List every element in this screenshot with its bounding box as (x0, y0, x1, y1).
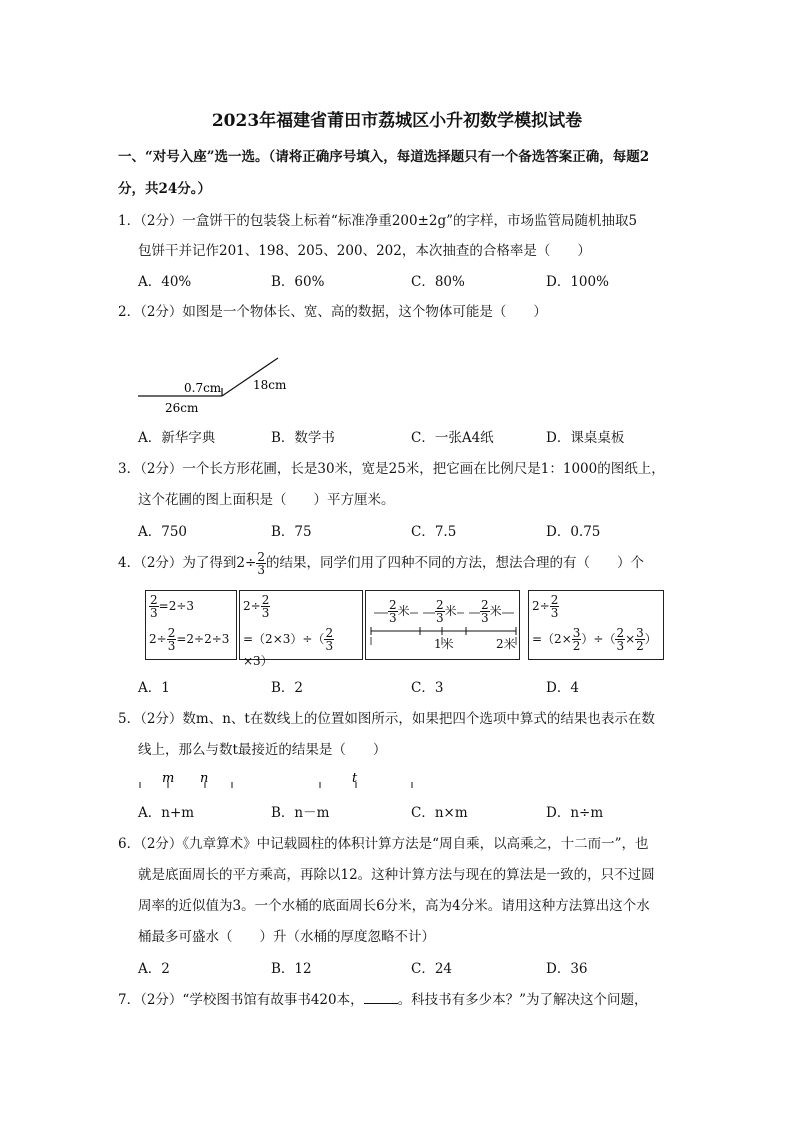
q4-prefix: 4．（2分）为了得到2÷ (118, 555, 257, 571)
q4-option-a[interactable]: A．1 (138, 680, 170, 696)
q5-line1: 5．（2分）数m、n、t在数线上的位置如图所示，如果把四个选项中算式的结果也表示在数 (118, 711, 655, 727)
q3-line2: 这个花圃的图上面积是（ ）平方厘米。 (138, 492, 395, 508)
q6-line4: 桶最多可盛水（ ）升（水桶的厚度忽略不计） (138, 929, 435, 945)
q5-option-a[interactable]: A．n+m (138, 805, 195, 821)
q4-method-box-1: $\frac{2}{3}$ =2÷3 2÷ $\frac{2}{3}$ =2÷2÷3 (145, 590, 237, 660)
q1-line2: 包饼干并记作201、198、205、200、202，本次抽查的合格率是（ ） (138, 243, 591, 259)
q4-method-box-3: $\frac{2}{3}$ 米 $\frac{2}{3}$ 米 $\frac{2}{3}$ 米 1米 2米 (365, 590, 520, 660)
q5-label-n: n (200, 771, 209, 786)
q3-options (138, 520, 698, 538)
q5-line2: 线上，那么与数t最接近的结果是（ ） (138, 742, 387, 758)
q6-option-d[interactable]: D．36 (546, 961, 588, 977)
q6-option-c[interactable]: C．24 (411, 961, 453, 977)
section-header-line2: 分，共24分。） (118, 181, 212, 197)
q5-options (138, 801, 698, 819)
q2-option-c[interactable]: C．一张A4纸 (411, 430, 494, 446)
q7-part2: 。科技书有多少本？”为了解决这个问题， (397, 992, 648, 1008)
q1-line1: 1．（2分）一盒饼干的包装袋上标着“标准净重200±2g”的字样，市场监管局随机抽取5 (118, 213, 638, 229)
q2-option-d[interactable]: D．课桌桌板 (546, 430, 625, 446)
q3-line1: 3．（2分）一个长方形花圃，长是30米，宽是25米，把它画在比例尺是1：1000的图纸上， (118, 461, 665, 477)
q4-method-box-2: 2÷ $\frac{2}{3}$ =（2×3）÷（ $\frac{2}{3}$ ×3） (239, 590, 363, 660)
q3-option-b[interactable]: B．75 (271, 524, 312, 540)
q2-line1: 2．（2分）如图是一个物体长、宽、高的数据，这个物体可能是（ ） (118, 304, 547, 320)
q2-option-a[interactable]: A．新华字典 (138, 430, 216, 446)
q1-option-c[interactable]: C．80% (411, 274, 465, 290)
exam-title: 2023年福建省莆田市荔城区小升初数学模拟试卷 (211, 111, 583, 131)
q6-line1: 6．（2分）《九章算术》中记载圆柱的体积计算方法是“周自乘，以高乘之，十二而一”，也 (118, 836, 649, 852)
q5-option-b[interactable]: B．n－m (271, 805, 330, 821)
q4-options (138, 676, 698, 694)
q4-suffix: 的结果，同学们用了四种不同的方法，想法合理的有（ ）个 (265, 555, 644, 571)
q5-label-m: m (162, 771, 175, 786)
q1-option-b[interactable]: B．60% (271, 274, 325, 290)
q4-option-c[interactable]: C．3 (411, 680, 444, 696)
q6-line2: 就是底面周长的平方乘高，再除以12。这种计算方法与现在的算法是一致的，只不过圆 (138, 867, 655, 883)
q2-figure (130, 352, 300, 418)
q4-option-d[interactable]: D．4 (546, 680, 579, 696)
q2-height-label: 0.7cm (184, 381, 222, 395)
q3-option-d[interactable]: D．0.75 (546, 524, 601, 540)
q2-options (138, 426, 698, 444)
q5-label-t: t (352, 771, 358, 786)
q6-options (138, 957, 698, 975)
q4-option-b[interactable]: B．2 (271, 680, 304, 696)
q4-method-box-4: 2÷ $\frac{2}{3}$ =（2× $\frac{3}{2}$ ）÷（ $\frac{2}{3}$ × $\frac{3}{2}$ ） (528, 590, 664, 660)
q7-part1: 7．（2分）“学校图书馆有故事书420本， (118, 992, 364, 1008)
q6-line3: 周率的近似值为3。一个水桶的底面周长6分米，高为4分米。请用这种方法算出这个水 (138, 898, 650, 914)
q3-option-a[interactable]: A．750 (138, 524, 188, 540)
q1-option-a[interactable]: A．40% (138, 274, 192, 290)
q5-option-d[interactable]: D．n÷m (546, 805, 604, 821)
q4-fraction: $\frac{2}{3}$ (257, 550, 265, 577)
q5-number-line (130, 766, 450, 792)
q1-options (138, 270, 698, 288)
q2-width-label: 18cm (253, 378, 287, 392)
q6-option-a[interactable]: A．2 (138, 961, 170, 977)
q7-blank[interactable] (364, 991, 398, 1004)
q5-option-c[interactable]: C．n×m (411, 805, 468, 821)
q6-option-b[interactable]: B．12 (271, 961, 312, 977)
q4-line1 (118, 551, 644, 576)
q3-option-c[interactable]: C．7.5 (411, 524, 457, 540)
q2-length-label: 26cm (165, 401, 199, 415)
q7-line1 (118, 988, 648, 1008)
q2-option-b[interactable]: B．数学书 (271, 430, 335, 446)
section-header-line1: 一、“对号入座”选一选。（请将正确序号填入，每道选择题只有一个备选答案正确，每题2 (118, 149, 650, 165)
q1-option-d[interactable]: D．100% (546, 274, 609, 290)
